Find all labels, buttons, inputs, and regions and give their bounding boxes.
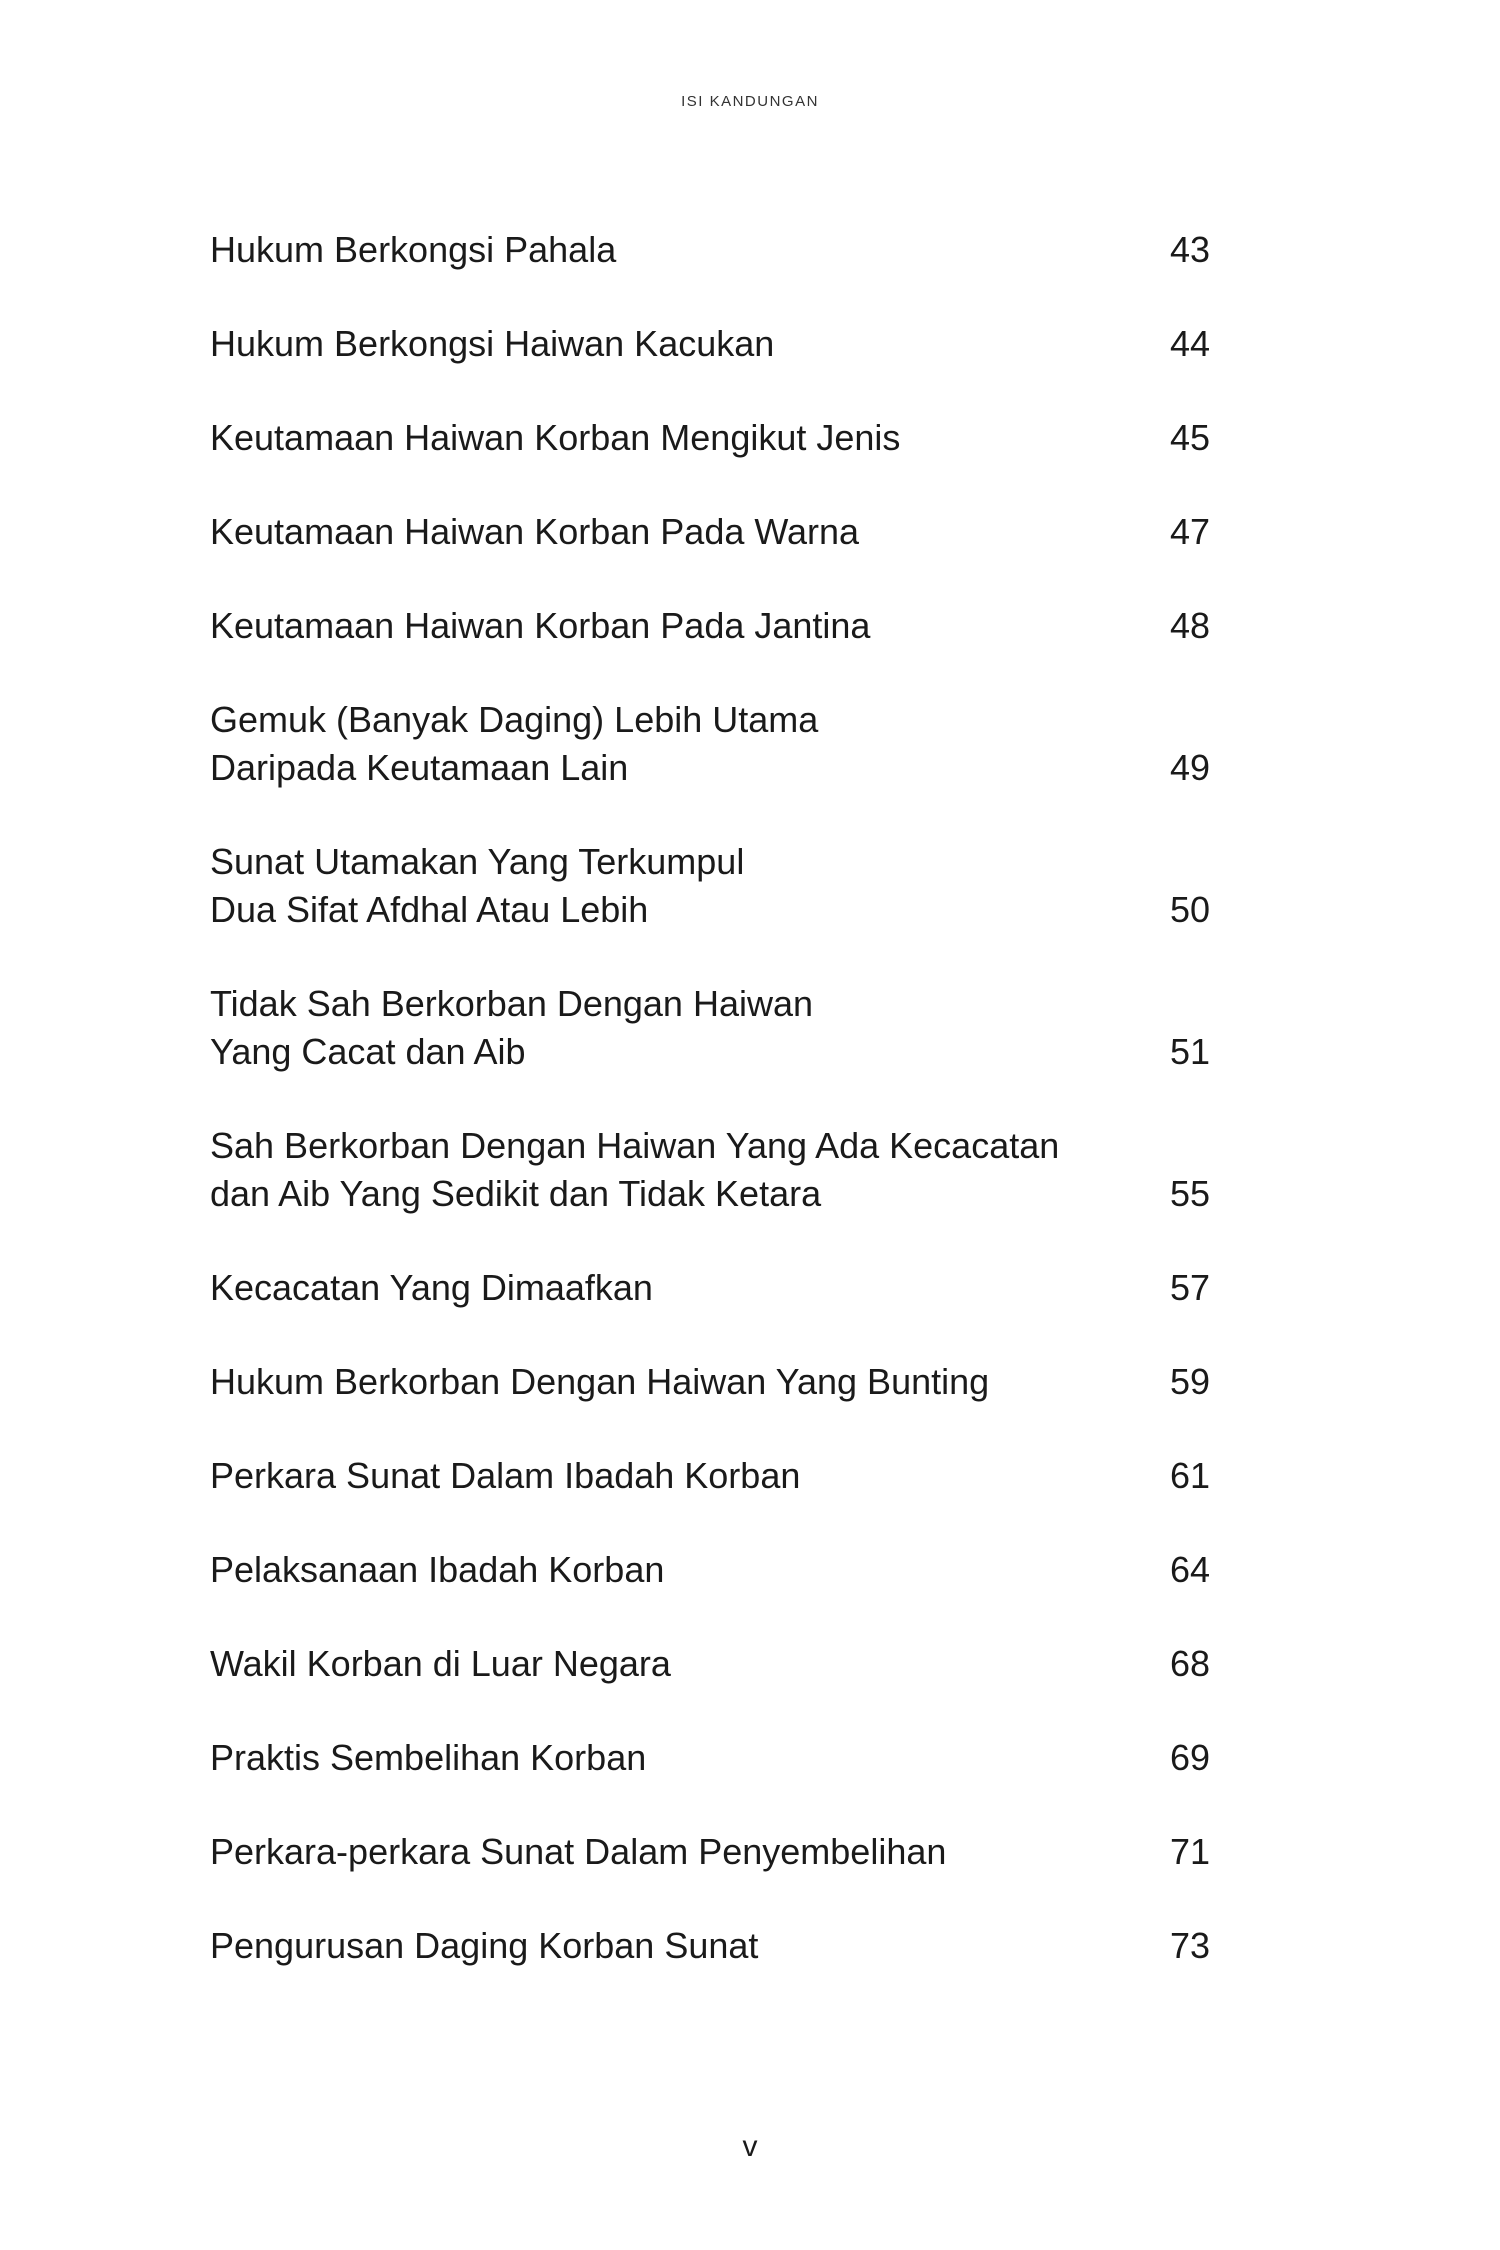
toc-entry-title: Perkara Sunat Dalam Ibadah Korban: [210, 1455, 801, 1496]
toc-entry: [210, 320, 1210, 368]
toc-entry-title: Kecacatan Yang Dimaafkan: [210, 1267, 653, 1308]
toc-entry-title: Keutamaan Haiwan Korban Mengikut Jenis: [210, 417, 901, 458]
toc-entry-page: 61: [1170, 1455, 1211, 1496]
toc-entry-title: Sunat Utamakan Yang Terkumpul Dua Sifat Afdhal Atau Lebih: [210, 841, 745, 930]
toc-entry-page: 69: [1170, 1737, 1211, 1778]
running-header: ISI KANDUNGAN: [681, 93, 819, 110]
toc-entry-page: 71: [1170, 1831, 1211, 1872]
toc-entry-title: Pengurusan Daging Korban Sunat: [210, 1925, 759, 1966]
toc-entry: [210, 1640, 1210, 1688]
toc-entry-title: Tidak Sah Berkorban Dengan Haiwan Yang Cacat dan Aib: [210, 983, 814, 1072]
table-of-contents: [210, 226, 1210, 2016]
toc-entry-title: Pelaksanaan Ibadah Korban: [210, 1549, 665, 1590]
toc-entry: [210, 602, 1210, 650]
toc-entry: [210, 980, 1210, 1076]
toc-entry: [210, 508, 1210, 556]
toc-entry-page: 68: [1170, 1643, 1211, 1684]
toc-entry-page: 50: [1170, 889, 1211, 930]
toc-entry-page: 49: [1170, 747, 1211, 788]
toc-entry: [210, 1546, 1210, 1594]
toc-entry-page: 64: [1170, 1549, 1211, 1590]
toc-entry-page: 73: [1170, 1925, 1211, 1966]
toc-entry: [210, 1734, 1210, 1782]
toc-entry-page: 44: [1170, 323, 1211, 364]
toc-entry-title: Wakil Korban di Luar Negara: [210, 1643, 671, 1684]
toc-entry: [210, 696, 1210, 792]
toc-entry-page: 45: [1170, 417, 1211, 458]
toc-entry-title: Keutamaan Haiwan Korban Pada Jantina: [210, 605, 871, 646]
toc-entry-page: 48: [1170, 605, 1211, 646]
toc-entry-page: 51: [1170, 1031, 1211, 1072]
toc-entry-page: 55: [1170, 1173, 1211, 1214]
toc-entry: [210, 1264, 1210, 1312]
toc-entry-title: Sah Berkorban Dengan Haiwan Yang Ada Kecacatan dan Aib Yang Sedikit dan Tidak Ketara: [210, 1125, 1060, 1214]
toc-entry-page: 47: [1170, 511, 1211, 552]
toc-entry-title: Hukum Berkongsi Pahala: [210, 229, 617, 270]
toc-entry-title: Hukum Berkongsi Haiwan Kacukan: [210, 323, 775, 364]
toc-entry-title: Gemuk (Banyak Daging) Lebih Utama Daripada Keutamaan Lain: [210, 699, 819, 788]
toc-entry: [210, 1828, 1210, 1876]
toc-entry: [210, 1122, 1210, 1218]
page-number: v: [742, 2130, 758, 2163]
toc-entry: [210, 1452, 1210, 1500]
toc-entry-page: 43: [1170, 229, 1211, 270]
toc-entry: [210, 226, 1210, 274]
toc-entry-page: 57: [1170, 1267, 1211, 1308]
toc-entry: [210, 838, 1210, 934]
toc-entry: [210, 1922, 1210, 1970]
toc-entry: [210, 1358, 1210, 1406]
toc-entry-title: Perkara-perkara Sunat Dalam Penyembelihan: [210, 1831, 947, 1872]
toc-entry-title: Hukum Berkorban Dengan Haiwan Yang Bunting: [210, 1361, 990, 1402]
toc-entry-title: Keutamaan Haiwan Korban Pada Warna: [210, 511, 860, 552]
toc-entry-title: Praktis Sembelihan Korban: [210, 1737, 647, 1778]
toc-entry: [210, 414, 1210, 462]
toc-entry-page: 59: [1170, 1361, 1211, 1402]
